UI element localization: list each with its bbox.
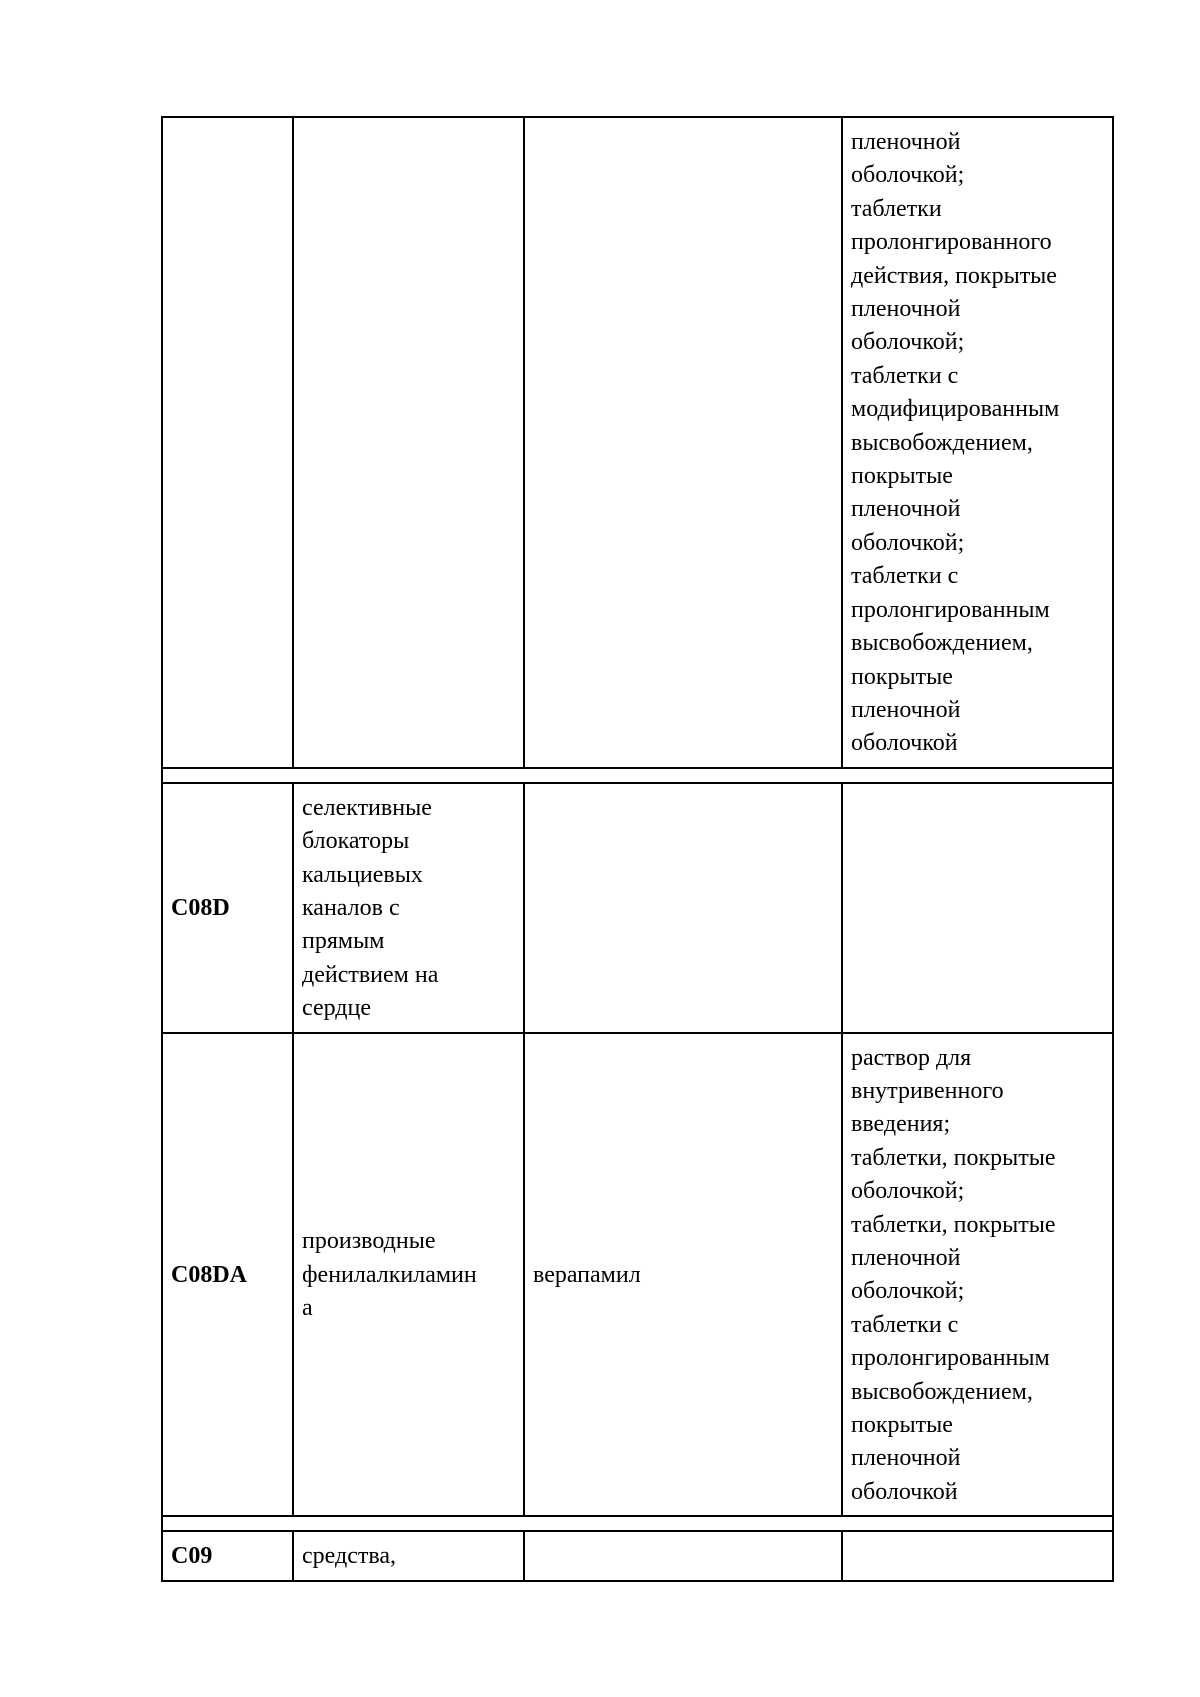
dosage-form-line: пленочной xyxy=(851,496,961,523)
dosage-forms-cell xyxy=(842,783,1113,1033)
dosage-form-line: оболочкой; xyxy=(851,162,965,189)
dosage-form-line: оболочкой; xyxy=(851,329,965,356)
dosage-form-line: оболочкой; xyxy=(851,529,965,556)
row-separator xyxy=(162,1516,1113,1531)
group-line: кальциевых xyxy=(302,861,423,888)
group-line: фенилалкиламин xyxy=(302,1261,477,1288)
dosage-form-line: раствор для xyxy=(851,1044,972,1071)
table-row xyxy=(162,1033,1113,1517)
dosage-form-line: таблетки с xyxy=(851,563,959,590)
dosage-form-line: пленочной xyxy=(851,1245,961,1271)
group-cell xyxy=(293,117,524,768)
dosage-form-line: пролонгированным xyxy=(851,1345,1050,1372)
dosage-form-line: введения; xyxy=(851,1111,951,1138)
dosage-forms-cell xyxy=(842,1033,1113,1517)
dosage-form-line: пролонгированного xyxy=(851,229,1052,256)
group-cell xyxy=(293,1531,524,1580)
inn-cell: верапамил xyxy=(524,1033,842,1517)
dosage-form-line: оболочкой; xyxy=(851,1278,965,1305)
group-line: средства, xyxy=(302,1543,397,1570)
atc-code-cell xyxy=(162,117,293,768)
dosage-form-line: таблетки, покрытые xyxy=(851,1144,1056,1171)
table-row xyxy=(162,783,1113,1033)
dosage-form-line: таблетки с xyxy=(851,1311,959,1338)
dosage-form-line: пленочной xyxy=(851,296,961,323)
dosage-form-line: оболочкой xyxy=(851,730,958,757)
group-line: селективные xyxy=(302,794,432,821)
dosage-form-line: оболочкой; xyxy=(851,1178,965,1205)
group-line: каналов с xyxy=(302,894,400,921)
dosage-form-line: покрытые xyxy=(851,663,953,690)
dosage-form-line: высвобождением, xyxy=(851,1378,1033,1405)
group-cell xyxy=(293,783,524,1033)
group-line: а xyxy=(302,1295,313,1322)
table-row xyxy=(162,117,1113,768)
dosage-form-line: пленочной xyxy=(851,129,961,155)
drug-table xyxy=(161,116,1114,1582)
group-line: сердце xyxy=(302,995,371,1022)
group-cell xyxy=(293,1033,524,1517)
dosage-form-line: пленочной xyxy=(851,1445,961,1472)
group-line: действием на xyxy=(302,961,439,988)
dosage-form-line: пленочной xyxy=(851,696,961,723)
dosage-form-line: таблетки xyxy=(851,195,942,222)
group-line: прямым xyxy=(302,928,385,955)
dosage-form-line: оболочкой xyxy=(851,1478,958,1505)
dosage-form-line: действия, покрытые xyxy=(851,262,1057,289)
inn-cell xyxy=(524,1531,842,1580)
dosage-form-line: пролонгированным xyxy=(851,596,1050,623)
row-separator xyxy=(162,768,1113,783)
dosage-form-line: таблетки с xyxy=(851,362,959,389)
atc-code-cell: C08DA xyxy=(162,1033,293,1517)
dosage-form-line: покрытые xyxy=(851,1412,953,1439)
group-line: производные xyxy=(302,1228,436,1255)
dosage-forms-cell xyxy=(842,117,1113,768)
atc-code-cell: C08D xyxy=(162,783,293,1033)
table-row xyxy=(162,1531,1113,1580)
dosage-form-line: покрытые xyxy=(851,463,953,490)
dosage-form-line: модифицированным xyxy=(851,396,1060,423)
atc-code-cell: C09 xyxy=(162,1531,293,1580)
inn-cell xyxy=(524,117,842,768)
group-line: блокаторы xyxy=(302,828,410,855)
dosage-forms-cell xyxy=(842,1531,1113,1580)
dosage-form-line: высвобождением, xyxy=(851,630,1033,657)
dosage-form-line: высвобождением, xyxy=(851,429,1033,456)
inn-cell xyxy=(524,783,842,1033)
dosage-form-line: таблетки, покрытые xyxy=(851,1211,1056,1238)
dosage-form-line: внутривенного xyxy=(851,1077,1004,1104)
